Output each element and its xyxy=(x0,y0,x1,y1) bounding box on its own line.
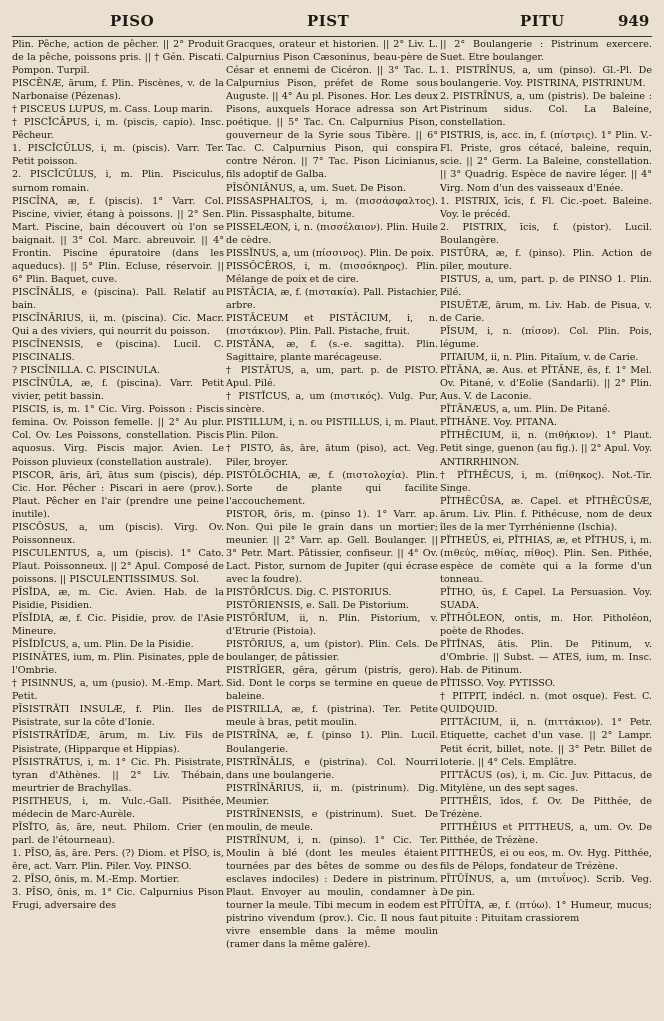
dictionary-entry: PĪSISTRĂTĪDÆ, ārum, m. Liv. Fils de Pisistrate, (Hipparque et Hippias). xyxy=(12,730,224,755)
header-left-guide-word: PISO xyxy=(110,12,155,30)
dictionary-entry: PĪSĬDIA, æ, f. Cic. Pisidie, prov. de l'Asie Mineure. xyxy=(12,613,224,638)
dictionary-entry: PISCĪNENSIS, e (piscina). Lucil. C. PISCINALIS. xyxy=(12,339,224,364)
dictionary-entry: PISTĀCIA, æ, f. (πιστακία). Pall. Pistachier, arbre. xyxy=(226,286,438,311)
dictionary-entry: PISCĪNA, æ, f. (piscis). 1° Varr. Col. Piscine, vivier, étang à poissons. || 2° Sen. Mart. Piscine, bain découvert où l'on se baignait. || 3° Col. Marc. abreuvoir. || 4° Frontin. Piscine épuratoire (dans les aqueducs). || 5° Plin. Ecluse, réservoir. || 6° Plin. Baquet, cuve. xyxy=(12,195,224,285)
dictionary-entry: PĬTHĒCŪSA, æ. Capel. et PĬTHĒCŪSÆ, ārum. Liv. Plin. f. Pithécuse, nom de deux îles de la mer Tyrrhénienne (Ischia). xyxy=(440,495,652,533)
dictionary-entry: PISINĀTES, ium, m. Plin. Pisinates, pple de l'Ombrie. xyxy=(12,652,224,677)
dictionary-entry: PISTŪRA, æ, f. (pinso). Plin. Action de piler, mouture. xyxy=(440,247,652,272)
dictionary-entry: PITTĂCIUM, ii, n. (πιττάκιον). 1° Petr. Etiquette, cachet d'un vase. || 2° Lampr. Petit écrit, billet, note. || 3° Petr. Billet de loterie. || 4° Cels. Emplâtre. xyxy=(440,717,652,768)
dictionary-entry: PISSELÆON, i, n. (πισσέλαιον). Plin. Huile de cèdre. xyxy=(226,221,438,246)
dictionary-entry: † PISINNUS, a, um (pusio). M.-Emp. Mart. Petit. xyxy=(12,678,224,703)
dictionary-entry: PĬTHŎLEON, ontis, m. Hor. Pitholéon, poète de Rhodes. xyxy=(440,613,652,638)
header-right-guide-word: PITU xyxy=(520,12,565,30)
dictionary-entry: PISTRĪNĀLIS, e (pistrina). Col. Nourri dans une boulangerie. xyxy=(226,756,438,781)
dictionary-entry: PITTHEŬS, ei ou eos, m. Ov. Hyg. Pitthée, fils de Pélops, fondateur de Trézène. xyxy=(440,847,652,872)
dictionary-entry: PĪSŌNIĀNUS, a, um. Suet. De Pison. xyxy=(226,182,407,194)
dictionary-entry: 1. PISCĬCŬLUS, i, m. (piscis). Varr. Ter. Petit poisson. xyxy=(12,143,224,168)
dictionary-entry: PISCĪNŬLA, æ, f. (piscina). Varr. Petit vivier, petit bassin. xyxy=(12,378,224,403)
dictionary-entry: PISTOR, ōris, m. (pinso 1). 1° Varr. ap. Non. Qui pile le grain dans un mortier; meunier. || 2° Varr. ap. Gell. Boulanger. || 3° Petr. Mart. Pâtissier, confiseur. || 4° Ov. Lact. Pistor, surnom de Jupiter (qui écrase avec la foudre). xyxy=(226,508,438,585)
dictionary-entry: † PISTĬCUS, a, um (πιστικός). Vulg. Pur, sincère. xyxy=(226,391,438,416)
dictionary-entry: PITAIUM, ii, n. Plin. Pitaïum, v. de Carie. xyxy=(440,352,639,364)
dictionary-entry: † PITPIT, indécl. n. (mot osque). Fest. C. QUIDQUID. xyxy=(440,691,652,716)
dictionary-entry: PISCIS, is, m. 1° Cic. Virg. Poisson : Piscis femina. Ov. Poisson femelle. || 2° Au plur. Col. Ov. Les Poissons, constellation. Piscis aquosus. Virg. Piscis major. Avien. Le Poisson pluvieux (constellation australe). xyxy=(12,404,224,468)
dictionary-entry: 2. PISCĬCŬLUS, i, m. Plin. Pisciculus, surnom romain. xyxy=(12,169,224,194)
dictionary-entry: PISTRĪNUM, i, n. (pinso). 1° Cic. Ter. Moulin à blé (dont les meules étaient tournées par des bêtes de somme ou des esclaves indociles) : Dedere in pistrinum. Plaut. Envoyer au moulin, condamner à tourner la meule. Tibi mecum in eodem est pistrino vivendum (prov.). Cic. Il nous faut vivre ensemble dans la même moulin (ramer dans la même galère). xyxy=(226,834,438,951)
dictionary-entry: † PISCĬCĀPUS, i, m. (piscis, capio). Insc. Pêcheur. xyxy=(12,117,224,142)
dictionary-entry: PĪTŪĪNUS, a, um (πιτυΐνος). Scrib. Veg. De pin. xyxy=(440,874,652,899)
dictionary-entry: PISTUS, a, um, part. p. de PINSO 1. Plin. Pilé. xyxy=(440,273,652,298)
dictionary-entry: † PISCEUS LUPUS, m. Cass. Loup marin. xyxy=(12,104,213,116)
dictionary-entry: PISTILLUM, i, n. ou PISTILLUS, i, m. Plaut. Plin. Pilon. xyxy=(226,417,438,442)
dictionary-entry: PĪSISTRĂTI INSULÆ, f. Plin. Iles de Pisistrate, sur la côte d'Ionie. xyxy=(12,704,224,729)
dictionary-entry: PĬTISSO. Voy. PYTISSO. xyxy=(440,678,556,690)
dictionary-entry: PISCĪNĀLIS, e (piscina). Pall. Relatif au bain. xyxy=(12,286,224,311)
dictionary-entry: PITTHĒIS, īdos, f. Ov. De Pitthée, de Trézène. xyxy=(440,795,652,820)
dictionary-entry: PĪSUM, i, n. (πίσον). Col. Plin. Pois, légume. xyxy=(440,326,652,351)
running-header xyxy=(0,10,664,38)
column-left xyxy=(12,38,224,1016)
dictionary-entry: PĬTĬNAS, ātis. Plin. De Pitinum, v. d'Ombrie. || Subst. — ATES, ium, m. Insc. Hab. de Pitinum. xyxy=(440,639,652,677)
dictionary-entry: 2. PISTRĪNUS, a, um (pistris). De baleine : Pistrinum sidus. Col. La Baleine, constellation. xyxy=(440,91,652,129)
dictionary-entry: PISTRĪGER, gĕra, gĕrum (pistris, gero). Sid. Dont le corps se termine en queue de baleine. xyxy=(226,665,438,703)
dictionary-entry: PĪTŪĪTA, æ, f. (πτύω). 1° Humeur, mucus; pituite : Pituitam crassiorem xyxy=(440,900,652,925)
dictionary-entry: PĪSĬTO, ās, āre, neut. Philom. Crier (en parl. de l'étourneau). xyxy=(12,821,224,846)
dictionary-entry: PISTRIS, is, acc. in, f. (πίστρις). 1° Plin. V.-Fl. Priste, gros cétacé, baleine, requin, scie. || 2° Germ. La Baleine, constellation. || 3° Quadrig. Espèce de navire léger. || 4° Virg. Nom d'un des vaisseaux d'Enée. xyxy=(440,130,652,194)
dictionary-entry: PISTŌRĬUM, ii, n. Plin. Pistorium, v. d'Etrurie (Pistoia). xyxy=(226,613,438,638)
dictionary-entry: PISSŎCĒROS, i, m. (πισσόκηρος). Plin. Mélange de poix et de cire. xyxy=(226,260,438,285)
dictionary-entry: PISSASPHALTOS, i, m. (πισσάσφαλτος). Plin. Pissasphalte, bitume. xyxy=(226,195,438,220)
header-center-guide-word: PIST xyxy=(307,12,350,30)
dictionary-entry: PISTRĪNĀRIUS, ii, m. (pistrinum). Dig. Meunier. xyxy=(226,782,438,807)
dictionary-entry: PISSĬNUS, a, um (πίσσινος). Plin. De poix. xyxy=(226,247,435,259)
dictionary-entry: PĬTHEŬS, ei, PĬTHIAS, æ, et PĬTHUS, i, m. (πιθεύς, πιθίας, πίθος). Plin. Sen. Pithée, espèce de comète qui a la forme d'un tonneau. xyxy=(440,534,652,585)
dictionary-entry: PISCĒNÆ, ārum, f. Plin. Piscènes, v. de la Narbonaise (Pézenas). xyxy=(12,78,224,103)
dictionary-entry: PĬTĀNÆUS, a, um. Plin. De Pitané. xyxy=(440,404,611,416)
column-right xyxy=(440,38,652,1016)
dictionary-entry: Gracques, orateur et historien. || 2° Liv. L. Calpurnius Pison Cæsoninus, beau-père de César et ennemi de Cicéron. || 3° Tac. L. Calpurnius Pison, préfet de Rome sous Auguste. || 4° Au pl. Pisones. Hor. Les deux Pisons, auxquels Horace adressa son Art poétique. || 5° Tac. Cn. Calpurnius Pison, gouverneur de la Syrie sous Tibère. || 6° Tac. C. Calpurnius Pison, qui conspira contre Néron. || 7° Tac. Pison Licinianus, fils adoptif de Galba. xyxy=(226,39,438,181)
dictionary-entry: PĪSISTRĂTUS, i, m. 1° Cic. Ph. Pisistrate, tyran d'Athènes. || 2° Liv. Thébain, meurtrier de Brachyllas. xyxy=(12,756,224,794)
dictionary-entry: PĬTHĀNE. Voy. PITANA. xyxy=(440,417,557,429)
dictionary-entry: PISITHEUS, i, m. Vulc.-Gall. Pisithée, médecin de Marc-Aurèle. xyxy=(12,795,224,820)
dictionary-entry: PISTĀNA, æ, f. (s.-e. sagitta). Plin. Sagittaire, plante marécageuse. xyxy=(226,339,438,364)
dictionary-entry: PISTRILLA, æ, f. (pistrina). Ter. Petite meule à bras, petit moulin. xyxy=(226,704,438,729)
dictionary-entry: † PISTO, ās, āre, ātum (piso), act. Veg. Piler, broyer. xyxy=(226,443,438,468)
dictionary-entry: 1. PISTRIX, īcis, f. Fl. Cic.-poet. Baleine. Voy. le précéd. xyxy=(440,195,652,220)
dictionary-entry: PISCOR, āris, ārī, ātus sum (piscis), dép. Cic. Hor. Pêcher : Piscari in aere (prov.). Plaut. Pêcher en l'air (prendre une peine inutile). xyxy=(12,469,224,520)
dictionary-entry: PITTĂCUS (os), i, m. Cic. Juv. Pittacus, de Mitylène, un des sept sages. xyxy=(440,769,652,794)
dictionary-entry: PISCULENTUS, a, um (piscis). 1° Cato. Plaut. Poissonneux. || 2° Apul. Composé de poissons. || PISCULENTISSIMUS. Sol. xyxy=(12,547,224,585)
dictionary-entry: PĪSĬDA, æ, m. Cic. Avien. Hab. de la Pisidie, Pisidien. xyxy=(12,586,224,612)
dictionary-entry: PĬTHO, ūs, f. Capel. La Persuasion. Voy. SUADA. xyxy=(440,586,652,612)
dictionary-entry: PISTŌRIUS, a, um (pistor). Plin. Cels. De boulanger, de pâtissier. xyxy=(226,639,438,664)
column-middle xyxy=(226,38,438,1016)
dictionary-entry: † PISTĀTUS, a, um, part. p. de PISTO. Apul. Pilé. xyxy=(226,365,438,390)
dictionary-entry: 1. PISTRĪNUS, a, um (pinso). Gl.-Pl. De boulangerie. Voy. PISTRINA, PISTRINUM. xyxy=(440,65,652,90)
dictionary-entry: Plin. Pêche, action de pêcher. || 2° Produit de la pêche, poissons pris. || † Gén. Piscati. Pompon. Turpil. xyxy=(12,39,224,77)
dictionary-entry: PISUĒTÆ, ārum, m. Liv. Hab. de Pisua, v. de Carie. xyxy=(440,299,652,324)
page-number: 949 xyxy=(618,12,650,30)
dictionary-entry: 2. PISTRIX, īcis, f. (pistor). Lucil. Boulangère. xyxy=(440,221,652,246)
dictionary-entry: PISTŌRIENSIS, e. Sall. De Pistorium. xyxy=(226,600,409,612)
dictionary-entry: PITTHĒIUS et PITTHEUS, a, um. Ov. De Pitthée, de Trézène. xyxy=(440,821,652,846)
dictionary-entry: PISTRĪNA, æ, f. (pinso 1). Plin. Lucil. Boulangerie. xyxy=(226,730,438,755)
dictionary-entry: PISTĀCEUM et PISTĀCIUM, i, n. (πιστάκιον). Plin. Pall. Pistache, fruit. xyxy=(226,312,438,338)
dictionary-entry: PĬTHĒCIUM, ii, n. (πιθήκιον). 1° Plaut. Petit singe, guenon (au fig.). || 2° Apul. Voy. ANTIRRHINON. xyxy=(440,430,652,468)
dictionary-entry: 1. PĪSO, ās, āre. Pers. (?) Diom. et PĪSO, is, ĕre, act. Varr. Plin. Piler. Voy. PINSO. xyxy=(12,847,224,872)
dictionary-entry: PISCŌSUS, a, um (piscis). Virg. Ov. Poissonneux. xyxy=(12,521,224,546)
dictionary-entry: PISTŌRĬCUS. Dig. C. PISTORIUS. xyxy=(226,586,392,598)
dictionary-entry: ? PISCĪNILLA. C. PISCINULA. xyxy=(12,365,160,377)
dictionary-entry: 3. PĪSO, ōnis, m. 1° Cic. Calpurnius Pison Frugi, adversaire des xyxy=(12,887,224,912)
dictionary-entry: PĬTĀNA, æ. Aus. et PĬTĀNE, ēs, f. 1° Mel. Ov. Pitané, v. d'Eolie (Sandarli). || 2° Plin. Aus. V. de Laconie. xyxy=(440,365,652,403)
header-rule xyxy=(12,36,652,37)
dictionary-entry: || 2° Boulangerie : Pistrinum exercere. Suet. Etre boulanger. xyxy=(440,39,652,64)
dictionary-entry: † PĬTHĒCUS, i, m. (πίθηκος). Not.-Tir. Singe. xyxy=(440,469,652,494)
dictionary-entry: PISCĪNĀRIUS, ii, m. (piscina). Cic. Macr. Qui a des viviers, qui nourrit du poisson. xyxy=(12,312,224,338)
dictionary-entry: PISTRĪNENSIS, e (pistrinum). Suet. De moulin, de meule. xyxy=(226,808,438,833)
dictionary-entry: PĪSĬDĬCUS, a, um. Plin. De la Pisidie. xyxy=(12,639,194,651)
dictionary-entry: PISTŎLŎCHIA, æ, f. (πιστολοχία). Plin. Sorte de plante qui facilite l'accouchement. xyxy=(226,469,438,507)
dictionary-entry: 2. PĪSO, ōnis, m. M.-Emp. Mortier. xyxy=(12,874,180,885)
